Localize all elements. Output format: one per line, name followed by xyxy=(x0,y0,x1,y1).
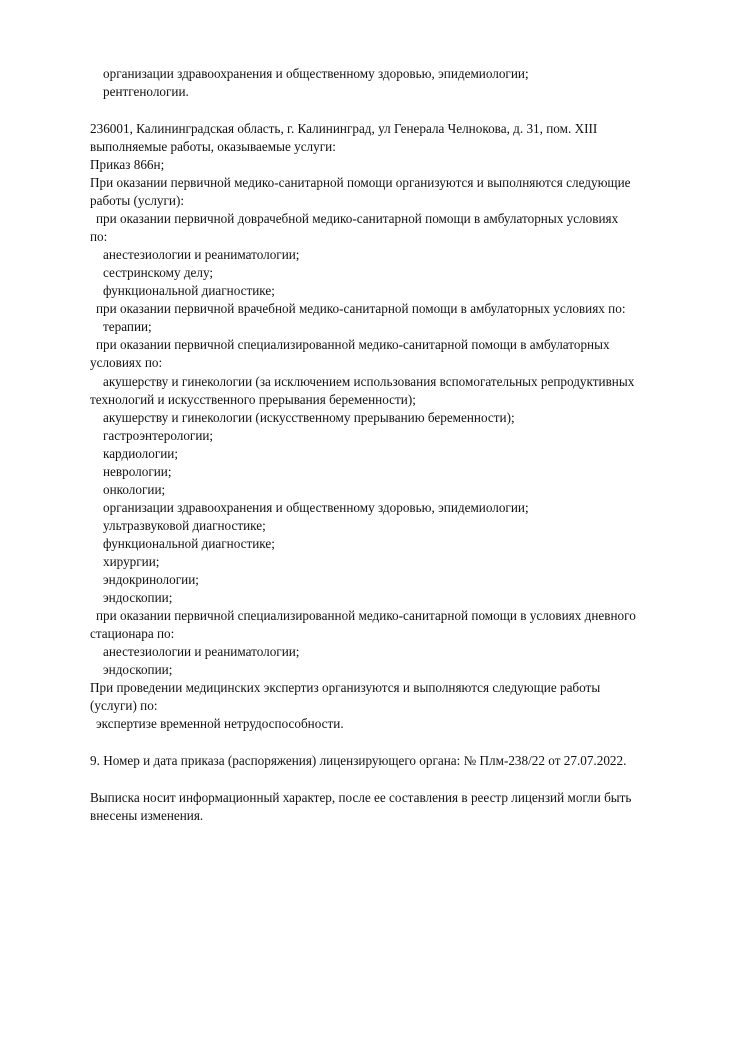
list-item-nursing: сестринскому делу; xyxy=(103,265,214,280)
list-item-functional-diagnostics-2: функциональной диагностике; xyxy=(103,536,275,551)
list-item-public-health-2: организации здравоохранения и общественному здоровью, эпидемиологии; xyxy=(103,500,529,515)
primary-care-intro-cont: работы (услуги): xyxy=(90,193,185,208)
list-item-endoscopy-2: эндоскопии; xyxy=(103,662,173,677)
order-reference: Приказ 866н; xyxy=(90,157,165,172)
pre-physician-care-heading-cont: по: xyxy=(90,229,108,244)
list-item-neurology: неврологии; xyxy=(103,464,172,479)
day-hospital-heading-cont: стационара по: xyxy=(90,626,175,641)
order-number-date: 9. Номер и дата приказа (распоряжения) лицензирующего органа: № Плм-238/22 от 27.07.2022. xyxy=(90,753,627,768)
list-item-public-health: организации здравоохранения и общественному здоровью, эпидемиологии; xyxy=(103,66,529,81)
list-item-anesthesiology-2: анестезиологии и реаниматологии; xyxy=(103,644,300,659)
list-item-functional-diagnostics: функциональной диагностике; xyxy=(103,283,275,298)
specialized-care-heading: при оказании первичной специализированной медико-санитарной помощи в амбулаторных xyxy=(96,337,610,352)
list-item-surgery: хирургии; xyxy=(103,554,160,569)
expertise-intro-cont: (услуги) по: xyxy=(90,698,158,713)
pre-physician-care-heading: при оказании первичной доврачебной медико-санитарной помощи в амбулаторных условиях xyxy=(96,211,619,226)
list-item-anesthesiology: анестезиологии и реаниматологии; xyxy=(103,247,300,262)
list-item-temporary-disability: экспертизе временной нетрудоспособности. xyxy=(96,716,344,731)
address-line: 236001, Калининградская область, г. Калининград, ул Генерала Челнокова, д. 31, пом. XIII xyxy=(90,121,598,136)
list-item-cardiology: кардиологии; xyxy=(103,446,179,461)
list-item-endoscopy: эндоскопии; xyxy=(103,590,173,605)
list-item-obstetrics-cont: технологий и искусственного прерывания беременности); xyxy=(90,392,416,407)
list-item-oncology: онкологии; xyxy=(103,482,166,497)
expertise-intro: При проведении медицинских экспертиз организуются и выполняются следующие работы xyxy=(90,680,601,695)
list-item-ultrasound: ультразвуковой диагностике; xyxy=(103,518,266,533)
list-item-obstetrics: акушерству и гинекологии (за исключением использования вспомогательных репродуктивных xyxy=(103,374,635,389)
physician-care-heading: при оказании первичной врачебной медико-санитарной помощи в амбулаторных условиях по: xyxy=(96,301,626,316)
works-heading: выполняемые работы, оказываемые услуги: xyxy=(90,139,336,154)
disclaimer: Выписка носит информационный характер, после ее составления в реестр лицензий могли быть xyxy=(90,790,632,805)
specialized-care-heading-cont: условиях по: xyxy=(90,355,163,370)
list-item-obstetrics-termination: акушерству и гинекологии (искусственному прерыванию беременности); xyxy=(103,410,515,425)
list-item-radiology: рентгенологии. xyxy=(103,84,189,99)
list-item-gastroenterology: гастроэнтерологии; xyxy=(103,428,214,443)
disclaimer-cont: внесены изменения. xyxy=(90,808,204,823)
list-item-therapy: терапии; xyxy=(103,319,152,334)
day-hospital-heading: при оказании первичной специализированной медико-санитарной помощи в условиях дневного xyxy=(96,608,636,623)
primary-care-intro: При оказании первичной медико-санитарной помощи организуются и выполняются следующие xyxy=(90,175,631,190)
list-item-endocrinology: эндокринологии; xyxy=(103,572,199,587)
